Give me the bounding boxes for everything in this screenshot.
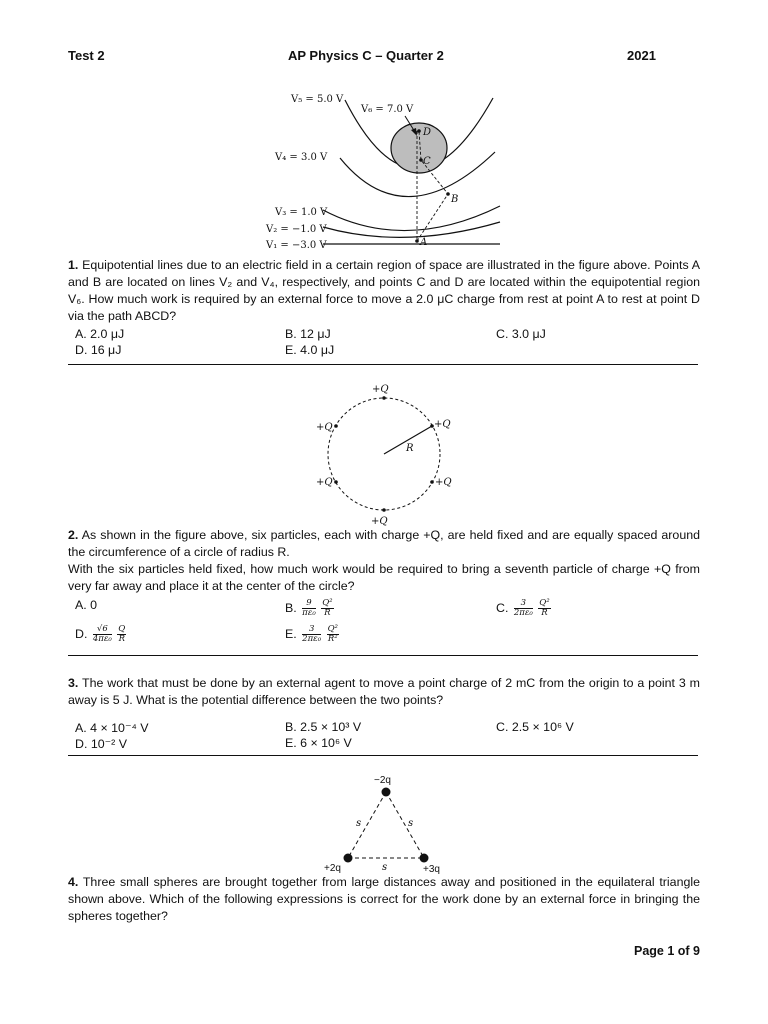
q2-b-num1: 9 — [302, 599, 316, 609]
sphere-left — [344, 854, 353, 863]
q2-b-den2: R — [324, 608, 331, 618]
label-b: B — [451, 194, 459, 205]
q2-b-frac2 — [321, 599, 333, 618]
header-year: 2021 — [627, 48, 656, 63]
q2-option-c[interactable] — [496, 599, 551, 618]
q4-number: 4. — [68, 875, 79, 889]
charge-top — [382, 396, 386, 400]
sphere-top — [382, 788, 391, 797]
q1-number: 1. — [68, 258, 79, 272]
q2-b-num2: Q² — [322, 598, 333, 608]
triangle-figure — [310, 770, 460, 876]
q3-text: The work that must be done by an external agent to move a point charge of 2 mC from the origin to a point 3 m away is 5 J. What is the potential difference between the two points? — [68, 676, 700, 707]
q2-d-frac1 — [93, 625, 112, 644]
header-test: Test 2 — [68, 48, 105, 63]
charge-lower-left — [334, 480, 338, 484]
q2-option-b[interactable] — [285, 599, 334, 618]
q2-e-num2: Q² — [327, 624, 338, 634]
q2-e-den2: R² — [327, 634, 338, 644]
q2-text-1: As shown in the figure above, six particles, each with charge +Q, are held fixed and are equally spaced around the circumference of a circle of radius R. — [68, 528, 700, 559]
charge-upper-left — [334, 424, 338, 428]
label-charge-left: +2q — [324, 863, 341, 874]
page-number: Page 1 of 9 — [634, 944, 700, 958]
label-q-upper-right: +Q — [434, 419, 451, 430]
label-radius: R — [406, 443, 414, 454]
q4-text: Three small spheres are brought together from large distances away and positioned in the equilateral triangle shown above. Which of the following expressions is correct for the work done by an external force in bringing the spheres together? — [68, 875, 700, 923]
q3-option-e[interactable]: E. 6 × 10⁶ V — [285, 736, 352, 750]
q1-text: Equipotential lines due to an electric field in a certain region of space are illustrated in the figure above. Points A and B are located on lines V₂ and V₄, respectively, and points C and D are located within the equipotential region V₆. How much work is required by an external force to move a 2.0 μC charge from rest at point A to rest at point D via the path ABCD? — [68, 258, 700, 323]
q2-d-den2: R — [118, 634, 125, 644]
q2-c-num2: Q² — [539, 598, 550, 608]
q1-option-b[interactable]: B. 12 μJ — [285, 327, 331, 341]
q2-d-num1: √6 — [93, 625, 112, 635]
q3-option-b[interactable]: B. 2.5 × 10³ V — [285, 720, 362, 734]
label-q-upper-left: +Q — [316, 422, 333, 433]
label-q-top: +Q — [372, 384, 389, 395]
label-q-lower-right: +Q — [435, 477, 452, 488]
q2-option-a[interactable]: A. 0 — [75, 598, 98, 612]
header-course: AP Physics C – Quarter 2 — [288, 48, 444, 63]
sphere-right — [420, 854, 429, 863]
label-v1: V₁ = −3.0 V — [266, 240, 327, 251]
label-q-lower-left: +Q — [316, 477, 333, 488]
q2-text-2: With the six particles held fixed, how much work would be required to bring a seventh particle of charge +Q from very far away and place it at the center of the circle? — [68, 562, 700, 593]
point-a — [415, 239, 419, 243]
q2-e-den1: 2πε₀ — [302, 634, 322, 644]
q2-e-frac1 — [302, 625, 321, 644]
label-a: A — [420, 237, 428, 248]
q2-d-den1: 4πε₀ — [92, 634, 112, 644]
q2-d-label: D. — [75, 626, 88, 641]
q1-option-a[interactable]: A. 2.0 μJ — [75, 327, 125, 341]
label-q-bottom: +Q — [371, 516, 388, 527]
point-d — [417, 129, 421, 133]
q2-b-den1: πε₀ — [302, 608, 316, 618]
charge-lower-right — [430, 480, 434, 484]
question-3 — [68, 675, 700, 709]
q2-c-num1: 3 — [514, 599, 533, 609]
divider-2 — [68, 655, 698, 656]
q2-option-d[interactable] — [75, 625, 126, 644]
label-side-left: s — [356, 818, 362, 829]
q2-b-label: B. — [285, 600, 297, 615]
q2-e-num1: 3 — [302, 625, 321, 635]
side-right — [386, 792, 424, 858]
q3-option-c[interactable]: C. 2.5 × 10⁶ V — [496, 720, 574, 734]
label-c: C — [423, 156, 431, 167]
label-v6: V₆ = 7.0 V — [361, 104, 414, 115]
charge-bottom — [382, 508, 386, 512]
q2-b-frac1 — [302, 599, 316, 618]
side-left — [348, 792, 386, 858]
q2-number: 2. — [68, 528, 79, 542]
q2-c-frac2 — [538, 599, 550, 618]
q2-e-label: E. — [285, 626, 297, 641]
q3-option-d[interactable]: D. 10⁻² V — [75, 737, 127, 751]
q1-option-e[interactable]: E. 4.0 μJ — [285, 343, 335, 357]
label-charge-right: +3q — [423, 864, 440, 875]
label-v4: V₄ = 3.0 V — [275, 152, 328, 163]
divider-1 — [68, 364, 698, 365]
label-v5: V₅ = 5.0 V — [291, 94, 344, 105]
q2-d-frac2 — [117, 625, 126, 644]
question-4 — [68, 874, 700, 925]
label-d: D — [423, 127, 432, 138]
q2-c-label: C. — [496, 600, 509, 615]
equipotential-v2 — [323, 222, 500, 237]
label-charge-top: −2q — [374, 775, 391, 786]
equipotential-v3 — [323, 206, 500, 231]
label-side-right: s — [408, 818, 414, 829]
six-charges-figure — [300, 380, 470, 530]
question-2 — [68, 527, 700, 595]
q2-c-frac1 — [514, 599, 533, 618]
question-1 — [68, 257, 700, 325]
q3-option-a[interactable]: A. 4 × 10⁻⁴ V — [75, 721, 149, 735]
label-v3: V₃ = 1.0 V — [275, 207, 328, 218]
q2-c-den2: R — [541, 608, 548, 618]
divider-3 — [68, 755, 698, 756]
q2-c-den1: 2πε₀ — [513, 608, 533, 618]
q1-option-d[interactable]: D. 16 μJ — [75, 343, 122, 357]
label-side-bottom: s — [382, 862, 388, 873]
point-b — [446, 192, 450, 196]
q2-option-e[interactable] — [285, 625, 339, 644]
q1-option-c[interactable]: C. 3.0 μJ — [496, 327, 546, 341]
equipotential-figure — [255, 88, 515, 260]
q2-e-frac2 — [327, 625, 339, 644]
q2-d-num2: Q — [118, 624, 126, 634]
label-v2: V₂ = −1.0 V — [266, 224, 327, 235]
q3-number: 3. — [68, 676, 79, 690]
